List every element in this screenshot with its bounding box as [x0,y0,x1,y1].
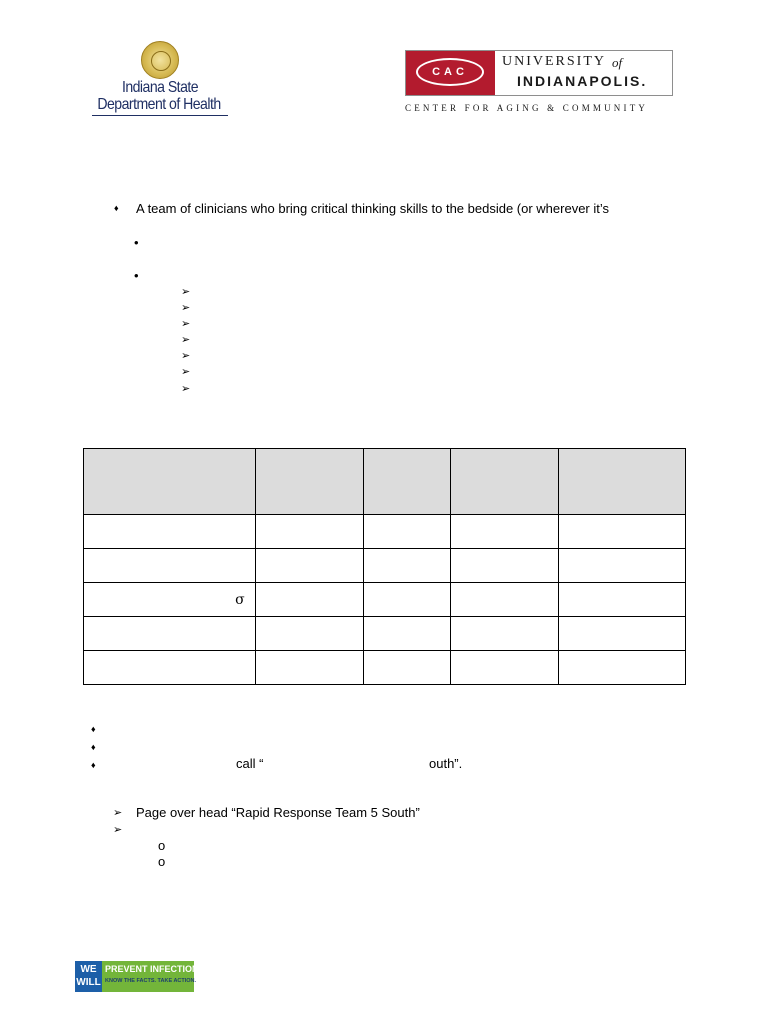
cac-tagline: CENTER FOR AGING & COMMUNITY [405,103,649,113]
table-cell [255,515,363,549]
table-cell [559,617,686,651]
table-cell [363,583,451,617]
table-cell [363,549,451,583]
dot-bullet: • [134,268,139,283]
table-row [84,651,686,685]
diamond-bullet: ♦ [114,203,119,213]
table-cell [84,651,256,685]
isdh-name-line2: Department of Health [97,96,221,113]
arrow-bullet: ➢ [181,286,191,298]
table-header-cell [451,449,559,515]
arrow-bullet: ➢ [113,824,123,836]
cac-logo-text: CAC [416,58,484,86]
call-text-suffix: outh”. [429,756,463,771]
arrow-bullet: ➢ [113,807,123,819]
page-overhead-text: Page over head “Rapid Response Team 5 South” [136,805,420,820]
table-cell [84,515,256,549]
bullet-text-team: A team of clinicians who bring critical thinking skills to the bedside (or wherever it’s [136,201,610,216]
circle-bullet: o [158,838,166,853]
arrow-bullet: ➢ [181,302,191,314]
arrow-bullet: ➢ [181,366,191,378]
sigma-symbol: σ [235,591,245,608]
we-will-badge: WE WILL [75,961,102,992]
arrow-bullet: ➢ [181,383,191,395]
isdh-name-line1: Indiana State [121,79,199,96]
table-cell [255,617,363,651]
table-cell [559,515,686,549]
isdh-seal-logo [141,41,179,79]
table-header-cell [559,449,686,515]
call-text-prefix: call “ [236,756,264,771]
table-cell [559,549,686,583]
circle-bullet: o [158,854,166,869]
table-row [84,583,686,617]
arrow-bullet: ➢ [181,334,191,346]
prevent-infections-text: PREVENT INFECTIONS. [105,964,208,974]
table-cell [84,549,256,583]
table-cell [255,549,363,583]
table-cell [559,651,686,685]
table-cell [363,617,451,651]
dot-bullet: • [134,235,139,250]
table-cell [255,583,363,617]
prevent-infections-logo [75,961,208,992]
table-row [84,617,686,651]
isdh-underline [92,115,228,116]
arrow-bullet: ➢ [181,318,191,330]
table-cell [451,549,559,583]
table-header-row [84,449,686,515]
table-header-cell [84,449,256,515]
table-row [84,515,686,549]
prevent-infections-tagline: KNOW THE FACTS. TAKE ACTION. [105,978,197,984]
diamond-bullet: ♦ [91,742,96,752]
table-cell [255,651,363,685]
table-cell [363,515,451,549]
table-cell [363,651,451,685]
data-table [83,448,686,685]
table-header-cell [255,449,363,515]
table-cell [451,617,559,651]
table-cell [451,651,559,685]
table-cell [451,515,559,549]
table-cell [84,617,256,651]
table-row [84,549,686,583]
arrow-bullet: ➢ [181,350,191,362]
table-cell [559,583,686,617]
uindy-indianapolis-text: INDIANAPOLIS. [517,73,648,89]
table-cell [84,583,256,617]
table-cell [451,583,559,617]
diamond-bullet: ♦ [91,724,96,734]
uindy-of-text: of [612,55,623,70]
table-header-cell [363,449,451,515]
diamond-bullet: ♦ [91,760,96,770]
uindy-university-text: UNIVERSITY [502,54,606,69]
